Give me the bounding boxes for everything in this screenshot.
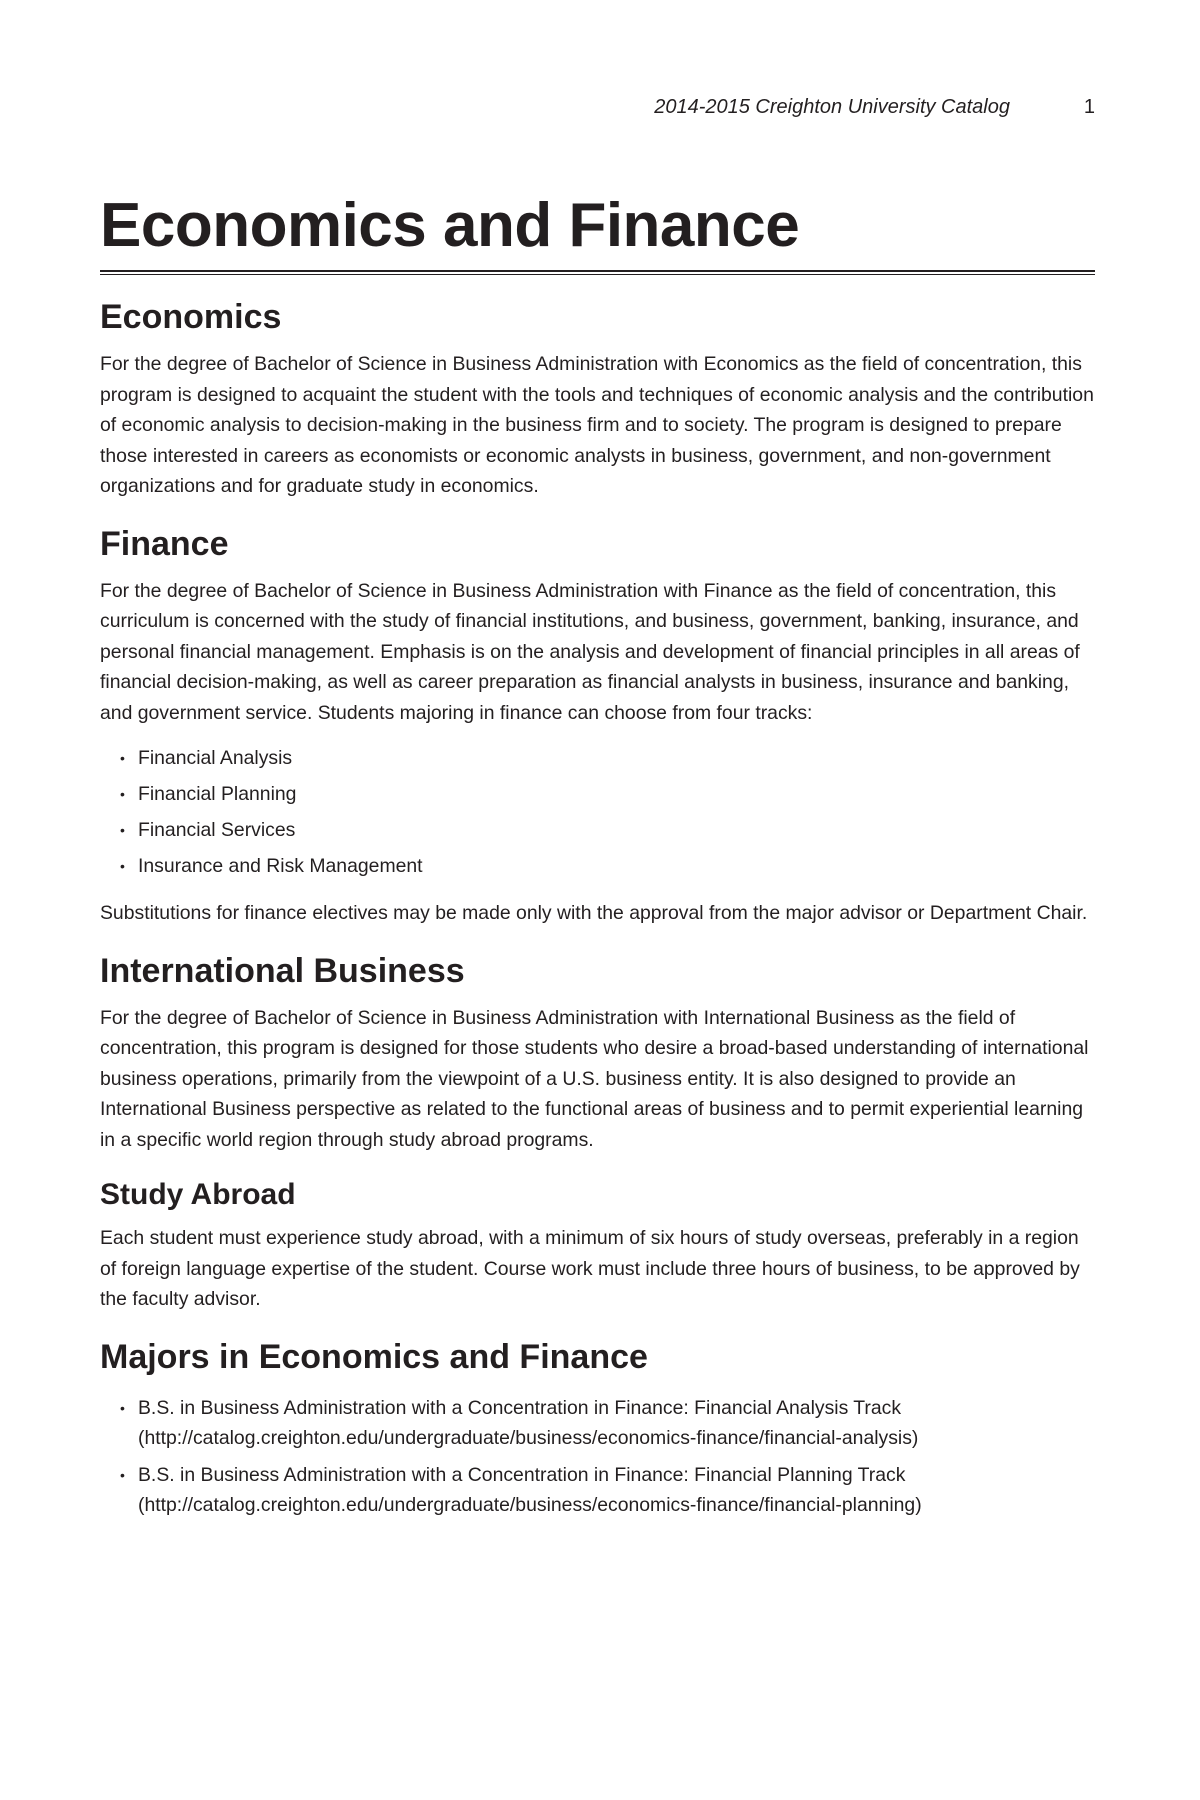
page-title: Economics and Finance [100,191,800,260]
major-link-financial-analysis[interactable]: • B.S. in Business Administration with a Concentration in Finance: Financial Analysis Track (http://catalog.creighton.edu/undergraduate/business/economics-finance/financial-analysis) [120,1393,1095,1454]
section-majors [100,1337,1095,1521]
catalog-title: 2014-2015 Creighton University Catalog [654,96,1010,118]
page-number: 1 [1083,96,1095,118]
major-link-financial-planning[interactable]: • B.S. in Business Administration with a Concentration in Finance: Financial Planning Track (http://catalog.creighton.edu/undergraduate/business/economics-finance/financial-planning) [120,1460,1095,1521]
international-business-heading: International Business [100,951,465,990]
title-rule [100,270,1095,275]
section-international-business [100,951,1095,1156]
section-economics [100,297,1095,502]
finance-note: Substitutions for finance electives may be made only with the approval from the major advisor or Department Chair. [100,902,1088,924]
economics-heading: Economics [100,298,282,336]
study-abroad-body: Each student must experience study abroad, with a minimum of six hours of study overseas, preferably in a region of foreign language expertise of the student. Course work must include three hours of business, to be approved by the faculty advisor. [100,1227,1080,1310]
majors-list [100,1393,1095,1521]
international-business-body: For the degree of Bachelor of Science in Business Administration with International Business as the field of concentration, this program is designed for those students who desire a broad-based understanding of international business operations, primarily from the viewpoint of a U.S. business entity. It is also designed to provide an International Business perspective as related to the functional areas of business and to permit experiential learning in a specific world region through study abroad programs. [100,1006,1089,1151]
page-content [100,190,1095,1527]
list-item: • Financial Analysis [120,740,1095,776]
section-finance [100,524,1095,929]
list-item: • Insurance and Risk Management [120,848,1095,884]
finance-heading: Finance [100,524,229,563]
section-study-abroad [100,1177,1095,1315]
study-abroad-heading: Study Abroad [100,1178,296,1211]
list-item: • Financial Planning [120,776,1095,812]
finance-body: For the degree of Bachelor of Science in Business Administration with Finance as the field of concentration, this curriculum is concerned with the study of financial institutions, and business, government, banking, insurance, and personal financial management. Emphasis is on the analysis and development of financial principles in all areas of financial decision-making, as well as career preparation as financial analysts in business, insurance and banking, and government service. Students majoring in finance can choose from four tracks: [100,579,1080,724]
list-item: • Financial Services [120,812,1095,848]
finance-tracks-list [100,740,1095,884]
running-header [100,96,1095,124]
economics-body: For the degree of Bachelor of Science in Business Administration with Economics as the field of concentration, this program is designed to acquaint the student with the tools and techniques of economic analysis and the contribution of economic analysis to decision-making in the business firm and to society. The program is designed to prepare those interested in careers as economists or economic analysts in business, government, and non-government organizations and for graduate study in economics. [100,353,1094,497]
majors-heading: Majors in Economics and Finance [100,1337,648,1376]
